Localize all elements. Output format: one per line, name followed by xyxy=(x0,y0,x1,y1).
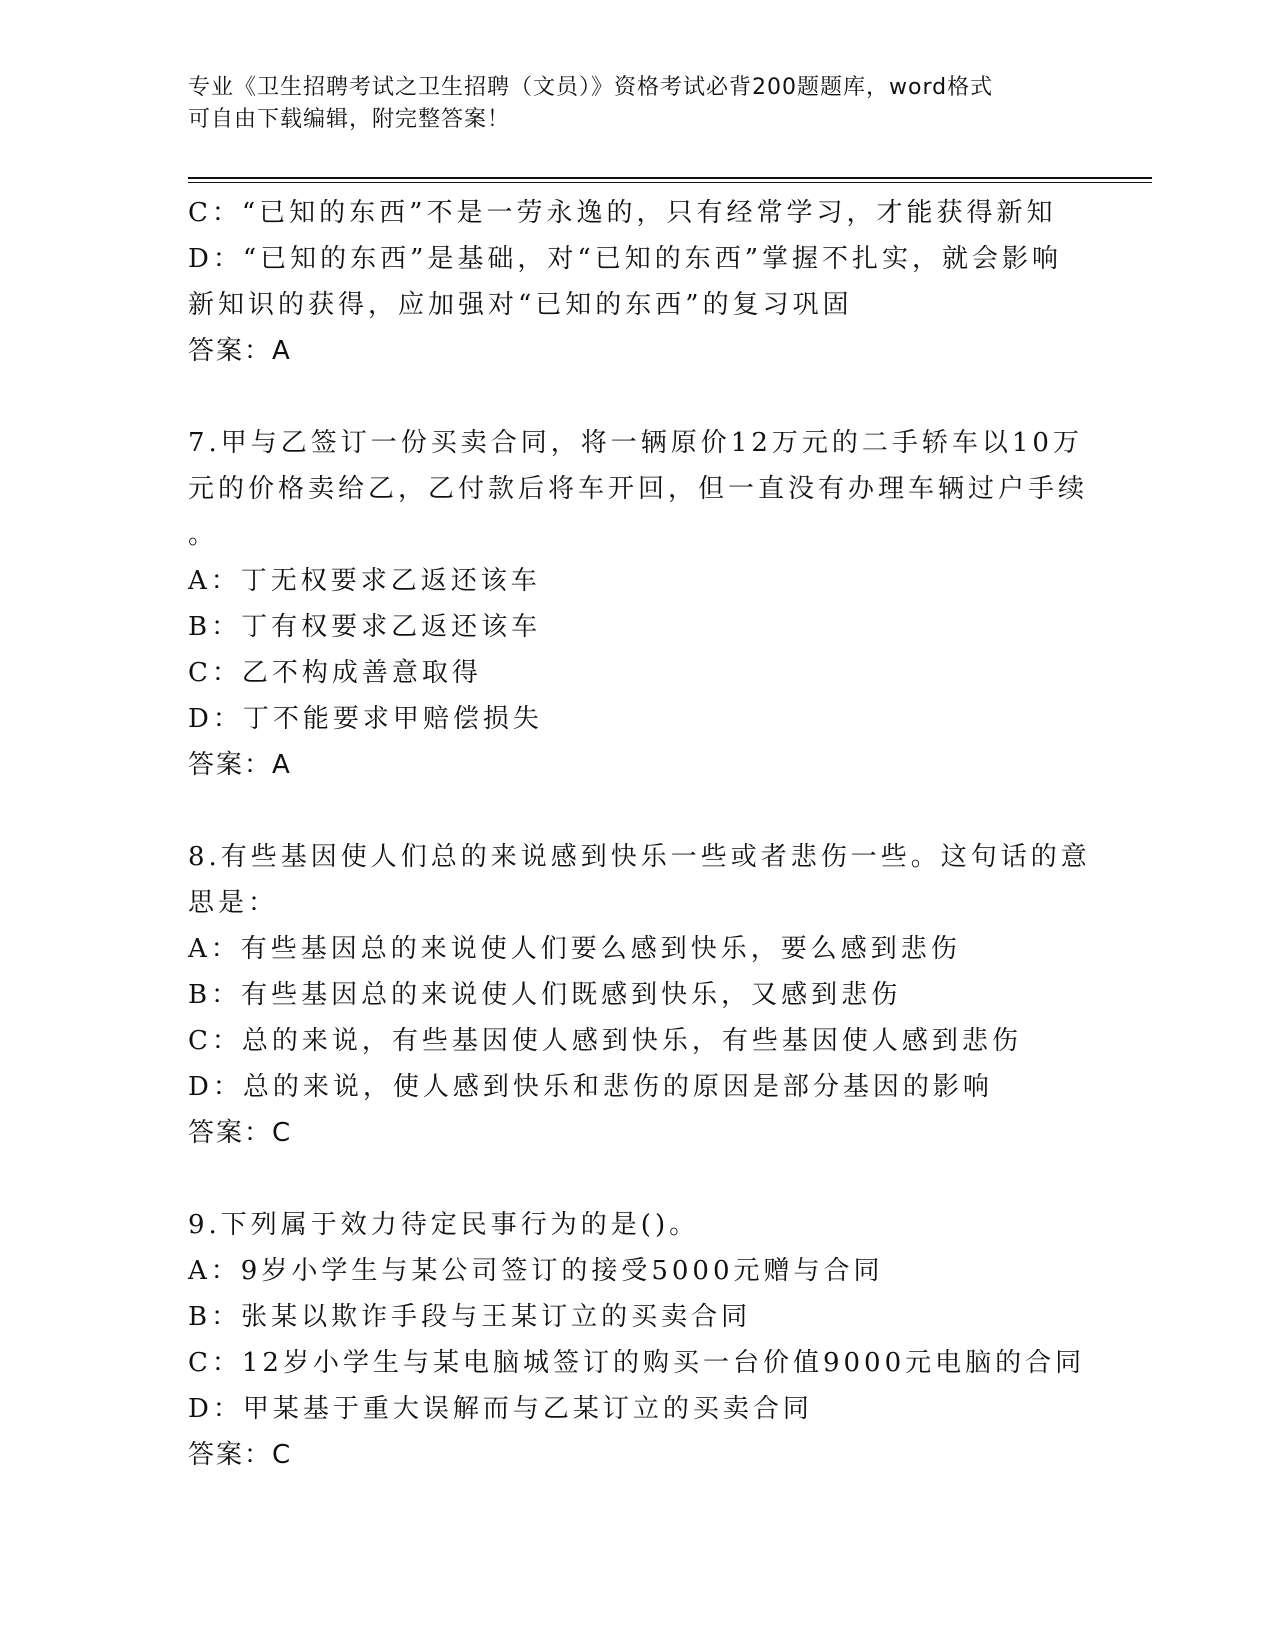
option-c: C：总的来说，有些基因使人感到快乐，有些基因使人感到悲伤 xyxy=(188,1026,1022,1056)
option-b: B：张某以欺诈手段与王某订立的买卖合同 xyxy=(188,1302,752,1332)
option-a: A：9岁小学生与某公司签订的接受5000元赠与合同 xyxy=(188,1256,884,1286)
option-b: B：丁有权要求乙返还该车 xyxy=(188,612,542,642)
answer: 答案：C xyxy=(188,1118,293,1148)
question-7 xyxy=(188,420,1088,788)
option-d: D：总的来说，使人感到快乐和悲伤的原因是部分基因的影响 xyxy=(188,1072,993,1102)
document-header xyxy=(188,72,1088,136)
header-line-2: 可自由下载编辑，附完整答案！ xyxy=(188,107,511,132)
answer: 答案：A xyxy=(188,336,292,366)
option-a: A：丁无权要求乙返还该车 xyxy=(188,566,541,596)
question-9 xyxy=(188,1202,1088,1478)
question-stem: 7.甲与乙签订一份买卖合同，将一辆原价12万元的二手轿车以10万 xyxy=(188,428,1083,458)
question-list xyxy=(188,190,1091,1524)
answer: 答案：A xyxy=(188,750,292,780)
option-d: D：“已知的东西”是基础，对“已知的东西”掌握不扎实，就会影响 xyxy=(188,244,1063,274)
option-c: C：12岁小学生与某电脑城签订的购买一台价值9000元电脑的合同 xyxy=(188,1348,1086,1378)
question-8 xyxy=(188,834,1091,1156)
option-d: D：丁不能要求甲赔偿损失 xyxy=(188,704,543,734)
header-rule-thick xyxy=(188,177,1152,179)
option-d: D：甲某基于重大误解而与乙某订立的买卖合同 xyxy=(188,1394,813,1424)
option-b: B：有些基因总的来说使人们既感到快乐，又感到悲伤 xyxy=(188,980,902,1010)
option-c: C：“已知的东西”不是一劳永逸的，只有经常学习，才能获得新知 xyxy=(188,198,1057,228)
question-stem-continued: 元的价格卖给乙，乙付款后将车开回，但一直没有办理车辆过户手续 xyxy=(188,474,1089,504)
question-stem-end: 。 xyxy=(188,520,219,550)
option-c: C：乙不构成善意取得 xyxy=(188,658,482,688)
option-a: A：有些基因总的来说使人们要么感到快乐，要么感到悲伤 xyxy=(188,934,961,964)
question-stem-continued: 思是： xyxy=(188,888,279,918)
header-rule-thin xyxy=(188,182,1152,183)
question-6-continued xyxy=(188,190,1088,374)
option-d-continued: 新知识的获得，应加强对“已知的东西”的复习巩固 xyxy=(188,290,853,320)
question-stem: 9.下列属于效力待定民事行为的是()。 xyxy=(188,1210,700,1240)
question-stem: 8.有些基因使人们总的来说感到快乐一些或者悲伤一些。这句话的意 xyxy=(188,842,1091,872)
header-line-1: 专业《卫生招聘考试之卫生招聘（文员）》资格考试必背200题题库，word格式 xyxy=(188,75,994,100)
answer: 答案：C xyxy=(188,1440,293,1470)
